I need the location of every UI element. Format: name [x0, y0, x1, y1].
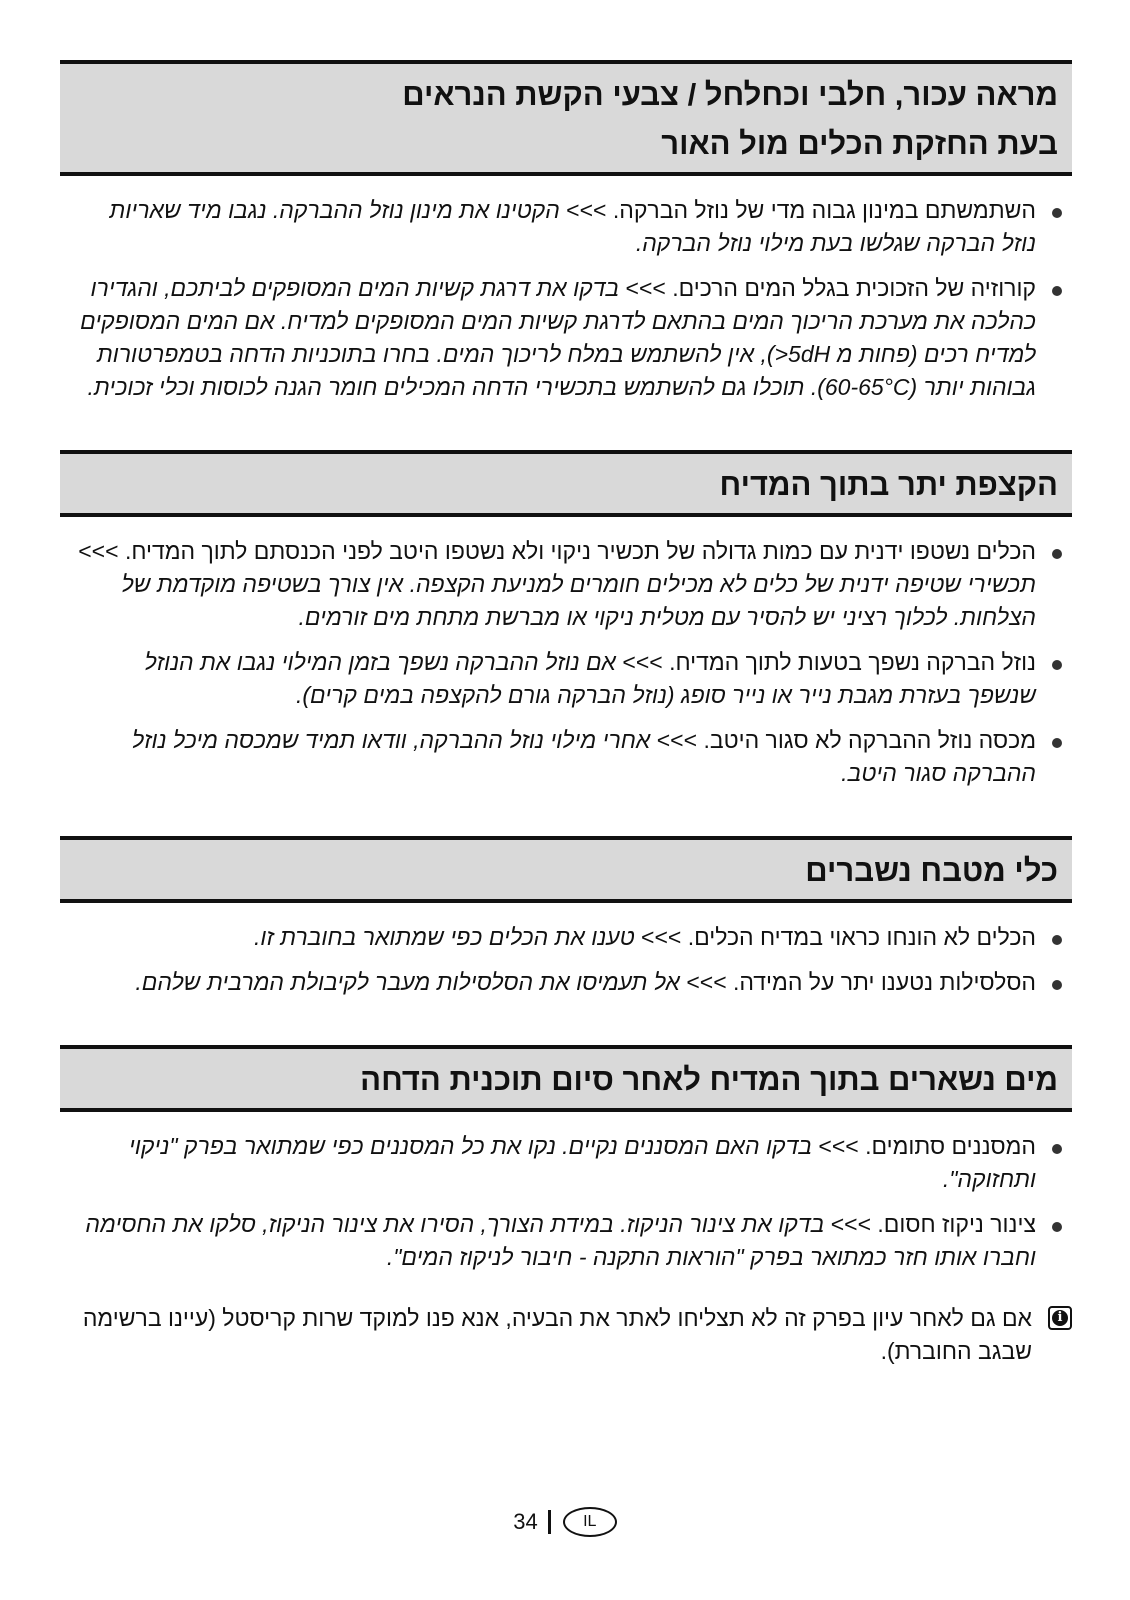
section-title	[60, 450, 1072, 517]
list-item	[60, 966, 1072, 999]
info-note-text: אם גם לאחר עיון בפרק זה לא תצליחו לאתר את הבעיה, אנא פנו למוקד שרות קריסטל (עיינו ברשימה שבגב החוברת).	[82, 1305, 1032, 1364]
problem-cause: הכלים לא הונחו כראוי במדיח הכלים.	[687, 924, 1036, 950]
problem-cause: מכסה נוזל ההברקה לא סגור היטב.	[703, 727, 1036, 753]
arrow-separator: >>>	[619, 275, 673, 301]
arrow-separator: >>>	[650, 727, 704, 753]
list-item	[60, 535, 1072, 634]
problem-cause: המסננים סתומים.	[865, 1133, 1036, 1159]
problem-solution: אל תעמיסו את הסלסילות מעבר לקיבולת המרבית שלהם.	[135, 969, 680, 995]
section-title	[60, 60, 1072, 176]
problem-cause: הסלסילות נטענו יתר על המידה.	[733, 969, 1036, 995]
list-item	[60, 646, 1072, 712]
list-item	[60, 921, 1072, 954]
section-title-line: מראה עכור, חלבי וכחלחל / צבעי הקשת הנראים	[402, 77, 1058, 112]
problem-cause: צינור ניקוז חסום.	[877, 1211, 1036, 1237]
section-title-line: מים נשארים בתוך המדיח לאחר סיום תוכנית הדחה	[360, 1062, 1058, 1097]
info-icon: i	[1048, 1306, 1072, 1330]
problem-solution: בדקו האם המסננים נקיים. נקו את כל המסננים כפי שמתואר בפרק "ניקוי ותחזוקה".	[128, 1133, 1036, 1192]
section-title-line: כלי מטבח נשברים	[805, 853, 1058, 888]
problem-solution: הקטינו את מינון נוזל ההברקה. נגבו מיד שאריות נוזל הברקה שגלשו בעת מילוי נוזל הברקה.	[109, 197, 1036, 256]
section-cloudy-glassware	[60, 60, 1072, 404]
footer-divider	[548, 1510, 551, 1534]
info-note	[60, 1302, 1072, 1368]
problem-cause: נוזל הברקה נשפך בטעות לתוך המדיח.	[669, 649, 1036, 675]
section-title-line: הקצפת יתר בתוך המדיח	[719, 467, 1058, 502]
arrow-separator: >>>	[634, 924, 688, 950]
list-item	[60, 724, 1072, 790]
problem-cause: הכלים נשטפו ידנית עם כמות גדולה של תכשיר ניקוי ולא נשטפו היטב לפני הכנסתם לתוך המדיח.	[124, 538, 1036, 564]
list-item	[60, 1208, 1072, 1274]
bullet-list	[60, 176, 1072, 404]
problem-solution: טענו את הכלים כפי שמתואר בחוברת זו.	[253, 924, 635, 950]
arrow-separator: >>>	[679, 969, 734, 995]
problem-solution: תכשירי שטיפה ידנית של כלים לא מכילים חומרים למניעת הקצפה. אין צורך בשטיפה מוקדמת של הצלחות. לכלוך רציני יש להסיר עם מטלית ניקוי או מברשת מתחת מים זורמים.	[121, 571, 1036, 630]
problem-solution: אם נוזל ההברקה נשפך בזמן המילוי נגבו את הנוזל שנשפך בעזרת מגבת נייר או נייר סופג (נוזל הברקה גורם להקצפה במים קרים).	[144, 649, 1036, 708]
page-footer	[0, 1504, 1130, 1540]
section-water-remains	[60, 1045, 1072, 1274]
page-number: 34	[513, 1509, 538, 1534]
list-item	[60, 1130, 1072, 1196]
problem-cause: השתמשתם במינון גבוה מדי של נוזל הברקה.	[612, 197, 1036, 223]
section-title	[60, 1045, 1072, 1112]
troubleshooting-page	[60, 60, 1072, 1368]
section-excess-foam	[60, 450, 1072, 790]
problem-cause: קורוזיה של הזכוכית בגלל המים הרכים.	[672, 275, 1036, 301]
section-title-line: בעת החזקת הכלים מול האור	[661, 126, 1058, 161]
problem-solution: בדקו את דרגת קשיות המים המסופקים לביתכם, והגדירו כהלכה את מערכת הריכוך המים בהתאם לדרגת קשיות המים המסופקים למדיח. אם המים המסופקים למדיח רכים (פחות מ 5dH<), אין להשתמש במלח לריכוך המים. בחרו בתוכניות הדחה בטמפרטורות גבוהות יותר (60-65°C). תוכלו גם להשתמש בתכשירי הדחה המכילים חומר הגנה לכוסות וכלי זכוכית.	[80, 275, 1036, 400]
arrow-separator: >>>	[824, 1211, 878, 1237]
arrow-separator: >>>	[616, 649, 670, 675]
bullet-list	[60, 517, 1072, 790]
list-item	[60, 194, 1072, 260]
bullet-list	[60, 1112, 1072, 1274]
country-badge: IL	[563, 1507, 617, 1537]
problem-solution: בדקו את צינור הניקוז. במידת הצורך, הסירו את צינור הניקוז, סלקו את החסימה וחברו אותו חזר כמתואר בפרק "הוראות התקנה - חיבור לניקוז המים".	[85, 1211, 1036, 1270]
list-item	[60, 272, 1072, 404]
section-title	[60, 836, 1072, 903]
problem-solution: אחרי מילוי נוזל ההברקה, וודאו תמיד שמכסה מיכל נוזל ההברקה סגור היטב.	[131, 727, 1036, 786]
arrow-separator: >>>	[812, 1133, 866, 1159]
arrow-separator: >>>	[559, 197, 613, 223]
section-broken-dishes	[60, 836, 1072, 999]
arrow-separator: >>>	[78, 538, 125, 564]
bullet-list	[60, 903, 1072, 999]
